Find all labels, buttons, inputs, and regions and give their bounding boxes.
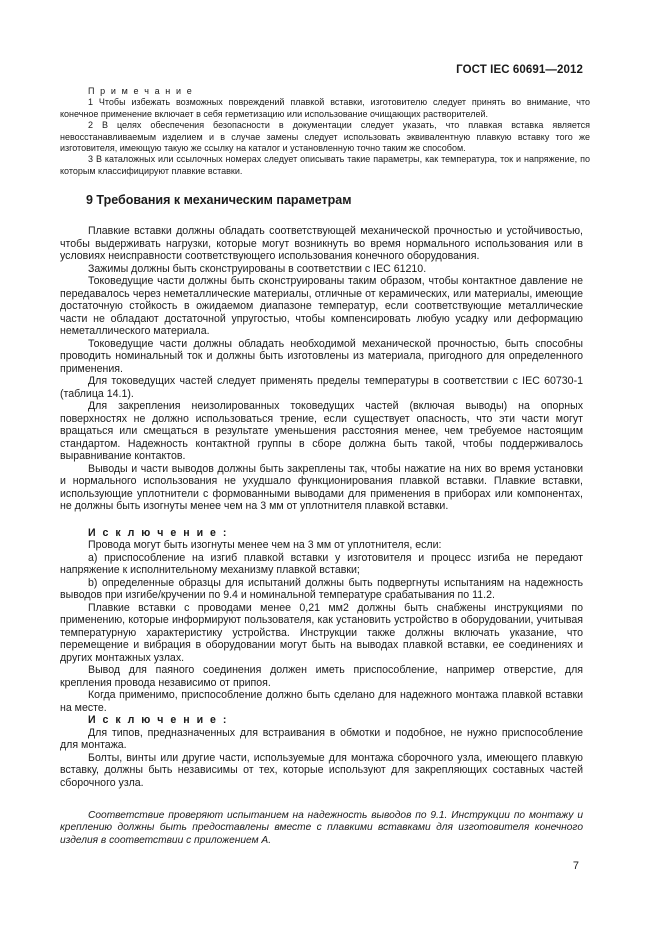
notes-block bbox=[60, 86, 590, 177]
compliance-note: Соответствие проверяют испытанием на надежность выводов по 9.1. Инструкции по монтажу и креплению должны быть предоставлены вместе с плавкими вставками для изготовителя конечного изделия в соответствии с приложением А. bbox=[60, 810, 583, 846]
spacer bbox=[60, 513, 583, 527]
body-paragraph: Для закрепления неизолированных токоведущих частей (включая выводы) на опорных поверхностях не должно использоваться трение, если существует опасность, что эти части могут вращаться или смещаться в результате уменьшения расстояния менее, чем требуемое настоящим стандартом. Надежность контактной группы в сборе должна быть такой, чтобы поддерживалось выравнивание контактов. bbox=[60, 400, 583, 462]
standard-header: ГОСТ IEC 60691—2012 bbox=[456, 64, 583, 76]
section-title: 9 Требования к механическим параметрам bbox=[86, 193, 352, 207]
body-paragraph: Плавкие вставки должны обладать соответствующей механической прочностью и устойчивостью, чтобы выдерживать нагрузки, которые могут возникнуть во время нормального использования или в условиях неисправности соответствующего использования конечного оборудования. bbox=[60, 225, 583, 262]
note-item: 2 В целях обеспечения безопасности в документации следует указать, что плавкая вставка является невосстанавливаемым изделием и в случае замены следует использовать эквивалентную плавкую вставку того же изготовителя, имеющую такую же ссылку на каталог и установленную точно таким же способом. bbox=[60, 120, 590, 154]
exception-item: b) определенные образцы для испытаний должны быть подвергнуты испытаниям на надежность выводов при изгибе/кручении по 9.4 и номинальной температуре срабатывания по 11.2. bbox=[60, 576, 583, 601]
body-paragraph: Для токоведущих частей следует применять пределы температуры в соответствии с IEC 60730-1 (таблица 14.1). bbox=[60, 375, 583, 400]
exception-item: Для типов, предназначенных для встраивания в обмотки и подобное, не нужно приспособление для монтажа. bbox=[60, 726, 583, 751]
body-paragraph: Вывод для паяного соединения должен иметь приспособление, например отверстие, для крепления провода независимо от припоя. bbox=[60, 664, 583, 689]
body-paragraph: Зажимы должны быть сконструированы в соответствии с IEC 61210. bbox=[88, 262, 427, 275]
section-body bbox=[60, 225, 583, 789]
note-item: 3 В каталожных или ссылочных номерах следует описывать такие параметры, как температура, ток и напряжение, по которым классифицируют плавкие вставки. bbox=[60, 154, 590, 176]
exception-item: Провода могут быть изогнуты менее чем на 3 мм от уплотнителя, если: bbox=[88, 539, 442, 551]
page-number: 7 bbox=[572, 860, 579, 872]
notes-label: П р и м е ч а н и е bbox=[88, 86, 194, 96]
exception-item: a) приспособление на изгиб плавкой вставки у изготовителя и процесс изгиба не передают напряжение к исполнительному механизму плавкой вставки; bbox=[60, 551, 583, 576]
body-paragraph: Когда применимо, приспособление должно быть сделано для надежного монтажа плавкой вставки на месте. bbox=[60, 689, 583, 714]
exception-label: И с к л ю ч е н и е : bbox=[88, 526, 229, 539]
body-paragraph: Выводы и части выводов должны быть закреплены так, чтобы нажатие на них во время установки и нормального использования не ухудшало функционирования плавкой вставки. Плавкие вставки, использующие уплотнители с формованными выводами для применения в приборах или компонентах, не должны быть изогнуты менее чем на 3 мм от уплотнителя плавкой вставки. bbox=[60, 462, 583, 512]
exception-label: И с к л ю ч е н и е : bbox=[88, 714, 229, 726]
body-paragraph: Токоведущие части должны обладать необходимой механической прочностью, быть способны проводить номинальный ток и должны быть изготовлены из материала, пригодного для определенного применения. bbox=[60, 337, 583, 375]
body-paragraph: Плавкие вставки с проводами менее 0,21 мм2 должны быть снабжены инструкциями по применению, которые информируют пользователя, как установить устройство в оборудовании, учитывая температурную характеристику устройства. Инструкции также должны включать указание, что перемещение и вибрация в оборудовании могут быть на выводах плавкой вставки, ее соединениях и других монтажных узлах. bbox=[60, 601, 583, 664]
exception-item: Болты, винты или другие части, используемые для монтажа сборочного узла, имеющего плавкую вставку, должны быть независимы от тех, которые используют для закрепляющих составных частей сборочного узла. bbox=[60, 751, 583, 789]
body-paragraph: Токоведущие части должны быть сконструированы таким образом, чтобы контактное давление не передавалось через неметаллические материалы, отличные от керамических, или материалы, имеющие достаточную стойкость в ожидаемом диапазоне температур, если соответствующие металлические части не обладают достаточной упругостью, чтобы компенсировать любую усадку или деформацию неметаллического материала. bbox=[60, 275, 583, 337]
note-item: 1 Чтобы избежать возможных повреждений плавкой вставки, изготовителю следует принять во внимание, что конечное применение включает в себя герметизацию или использование очищающих растворителей. bbox=[60, 97, 590, 119]
